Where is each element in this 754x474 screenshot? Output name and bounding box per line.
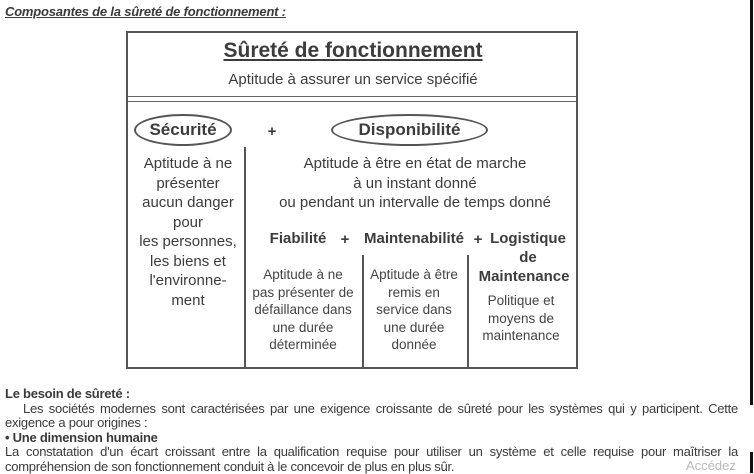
window-edge [750,0,753,405]
text-line: les personnes, [139,233,237,250]
disponibilite-description [279,154,551,213]
column-divider [362,255,364,367]
text-line: service dans [376,302,452,317]
divider [128,101,576,102]
text-line: Politique et [487,293,555,308]
text-line: l'environne- [149,272,227,289]
logistique-label-line: de [519,249,537,266]
text-line: une durée [383,319,445,335]
fiabilite-description [252,266,353,354]
text-line: Aptitude à être en état de marche [303,155,527,172]
text-line: ou pendant un intervalle de temps donné [279,194,551,211]
securite-description [139,154,237,310]
fiabilite-label: Fiabilité [269,230,327,247]
maintenabilite-label: Maintenabilité [363,230,465,247]
text-line: présenter [156,174,220,192]
window-edge [750,452,753,473]
divider [128,96,576,97]
text-line: une durée [272,319,334,335]
disponibilite-oval: Disponibilité [331,114,488,146]
text-line: pour [172,213,204,231]
logistique-description [482,292,559,345]
text-line: remis en [388,284,440,300]
text-line: défaillance dans [254,302,352,317]
logistique-label-line: Logistique [490,230,566,247]
text-line: aucun danger [142,194,234,211]
text-line: à un instant donné [353,174,477,192]
surete-diagram [126,31,578,369]
text-line: Aptitude à ne [143,155,233,172]
bullet-heading: • Une dimension humaine [5,429,158,445]
paragraph: Les sociétés modernes sont caractérisées par une exigence croissante de sûreté pour les systèmes qui y participent. Cette exigence a pour origines : [5,400,738,430]
plus-sign: + [473,231,483,248]
text-line: maintenance [482,328,560,343]
section-heading: Composantes de la sûreté de fonctionnement : [5,4,286,19]
plus-sign: + [340,231,350,248]
paragraph: La constatation d'un écart croissant entre la qualification requise pour utiliser un système et celle requise pour maîtriser la compréhension de son fonctionnement conduit à le concevoir de plus en plus sûr. [5,444,738,474]
diagram-subtitle: Aptitude à assurer un service spécifié [228,71,478,88]
text-line: Aptitude à ne [263,267,343,282]
text-line: pas présenter de [252,284,354,300]
section-title: Le besoin de sûreté : [5,386,130,401]
text-line: donnée [391,337,437,352]
text-line: moyens de [487,310,555,326]
body-text [5,387,738,474]
diagram-title: Sûreté de fonctionnement [223,39,483,62]
text-line: Aptitude à être [370,267,458,282]
plus-sign: + [267,123,277,140]
watermark: Accédez [686,458,736,473]
text-line: déterminée [269,337,337,352]
column-divider [467,255,469,367]
logistique-label-line: Maintenance [478,268,570,285]
column-divider [244,147,246,367]
text-line: ment [171,291,205,309]
maintenabilite-description [370,266,458,354]
text-line: les biens et [150,252,226,270]
securite-oval: Sécurité [134,114,232,146]
